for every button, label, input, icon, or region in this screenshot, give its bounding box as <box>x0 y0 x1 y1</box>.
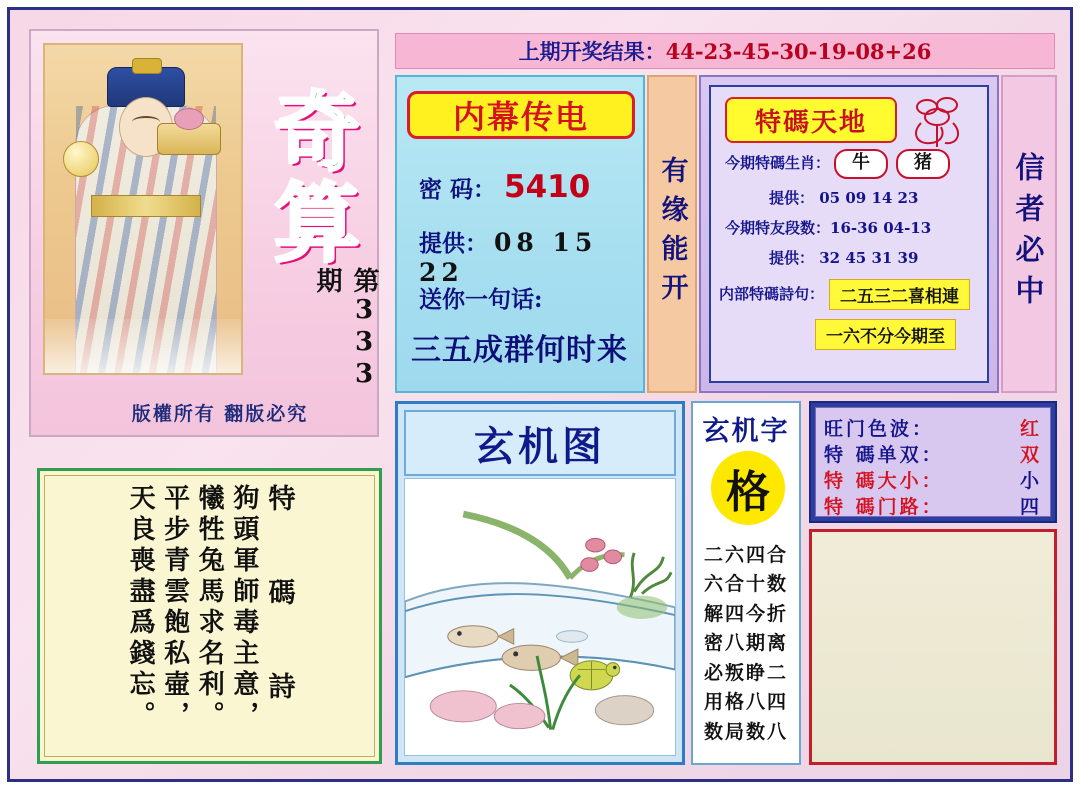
prediction-value-color: 红 <box>1019 417 1042 440</box>
last-draw-numbers: 44-23-45-30-19-08+26 <box>665 39 932 64</box>
xuanjizi-panel <box>691 401 801 765</box>
cloud-base-shape <box>45 319 241 373</box>
temadi-segment-label: 今期特友段数： <box>725 219 831 237</box>
prediction-key-color: 旺门色波： <box>824 417 935 440</box>
xuanjizi-character-circle <box>711 451 785 525</box>
issue-number: 第333期 <box>312 267 379 391</box>
temadi-title-text: 特碼天地 <box>754 107 867 138</box>
prediction-key-bigsmall: 特 碼大小： <box>824 469 944 492</box>
inside-info-panel <box>395 75 645 393</box>
xuanjizi-lines <box>693 541 799 747</box>
sash-shape <box>91 195 201 217</box>
temadi-provide-label-2: 提供： <box>769 249 815 267</box>
provided-numbers-row <box>419 225 639 287</box>
temadi-zodiac-row <box>725 149 954 179</box>
pond-scene-icon <box>405 479 675 755</box>
predictions-inner <box>815 407 1051 517</box>
temadi-verse-b: 一六不分今期至 <box>815 319 956 350</box>
blank-ad-box <box>809 529 1057 765</box>
xuanjizi-line-4: 密八期离 <box>703 632 788 655</box>
poem-line-4: 天良喪盡爲錢忘。 <box>125 484 156 732</box>
last-draw-result-bar <box>395 33 1055 69</box>
poem-line-3: 平步青雲飽私壷， <box>159 484 190 732</box>
prediction-row-oddeven <box>824 440 1042 466</box>
temadi-provide-row-1 <box>769 187 918 208</box>
xuanjizi-line-3: 解四今折 <box>703 602 788 625</box>
face-shape <box>132 116 160 128</box>
temadi-verse-label: 内部特碼詩句： <box>719 285 825 303</box>
xuanjizi-line-6: 用格八四 <box>703 691 788 714</box>
temadi-title <box>725 97 897 143</box>
temadi-segment-row <box>725 217 931 238</box>
temadi-segment-value: 16-36 04-13 <box>830 219 932 237</box>
prediction-key-oddeven: 特 碼单双： <box>824 443 944 466</box>
inside-banner <box>407 91 635 139</box>
last-draw-label: 上期开奖结果： <box>518 39 666 64</box>
left-poster-panel <box>29 29 379 437</box>
deity-illustration <box>43 43 243 375</box>
prediction-row-route <box>824 492 1042 518</box>
temadi-inner <box>709 85 989 383</box>
xuanjizi-character: 格 <box>726 467 770 518</box>
poem-line-2: 犧牲兔馬求名利。 <box>194 484 225 732</box>
youyuan-text: 有缘能开 <box>656 156 688 312</box>
password-label: 密 码： <box>419 176 497 203</box>
temadi-provide-label-1: 提供： <box>769 189 815 207</box>
offering-tray-shape <box>157 123 221 155</box>
provided-value: 08 15 22 <box>419 228 598 287</box>
temadi-provide-value-1: 05 09 14 23 <box>819 189 919 207</box>
phrase-text: 三五成群何时来 <box>411 333 628 368</box>
orb-shape <box>63 141 99 177</box>
xuanjizi-title: 玄机字 <box>702 416 790 447</box>
predictions-panel <box>809 401 1057 523</box>
poster-title: 奇算 <box>274 82 360 275</box>
poem-line-1: 狗頭軍師毒主意， <box>228 484 259 732</box>
phrase-label: 送你一句话: <box>419 286 543 313</box>
xuanjizi-line-2: 六合十数 <box>703 573 788 596</box>
poem-panel <box>37 468 382 764</box>
password-row <box>419 169 639 205</box>
youyuan-strip <box>647 75 697 393</box>
xuanjizi-line-1: 二六四合 <box>703 544 788 566</box>
xuanjitu-title <box>404 410 676 476</box>
xuanjizi-line-7: 数局数八 <box>703 720 788 743</box>
prediction-row-bigsmall <box>824 466 1042 492</box>
temadi-provide-row-2 <box>769 247 918 268</box>
prediction-value-bigsmall: 小 <box>1019 469 1042 492</box>
password-value: 5410 <box>504 169 591 205</box>
temadi-verse-a-wrap <box>829 279 970 310</box>
temadi-zodiac-a: 牛 <box>834 149 888 179</box>
xuanjitu-panel <box>395 401 685 765</box>
copyright-notice: 版權所有 翻版必究 <box>131 403 309 425</box>
temadi-verse-a: 二五三二喜相連 <box>829 279 970 310</box>
last-draw-result-text <box>519 36 932 66</box>
poem-title: 特 碼 詩 <box>263 484 295 717</box>
temadi-zodiac-label: 今期特碼生肖： <box>725 154 831 172</box>
provided-label: 提供： <box>419 230 488 257</box>
temadi-panel <box>699 75 999 393</box>
prediction-key-route: 特 碼门路： <box>824 495 944 518</box>
temadi-zodiac-b: 猪 <box>896 149 950 179</box>
poem-columns <box>44 475 375 757</box>
prediction-value-oddeven: 双 <box>1019 443 1042 466</box>
prediction-value-route: 四 <box>1019 495 1042 518</box>
xuanjizi-line-5: 必叛睁二 <box>703 661 788 684</box>
temadi-provide-value-2: 32 45 31 39 <box>819 249 919 267</box>
xuanjitu-title-text: 玄机图 <box>474 422 606 470</box>
prediction-row-color <box>824 414 1042 440</box>
flower-ornament-icon <box>901 93 975 149</box>
inside-banner-label: 内幕传电 <box>452 98 589 136</box>
temadi-verse-b-wrap <box>815 319 956 350</box>
xinzhe-strip <box>1001 75 1057 393</box>
xinzhe-text: 信者必中 <box>1011 152 1046 316</box>
xuanjitu-illustration <box>404 478 676 756</box>
